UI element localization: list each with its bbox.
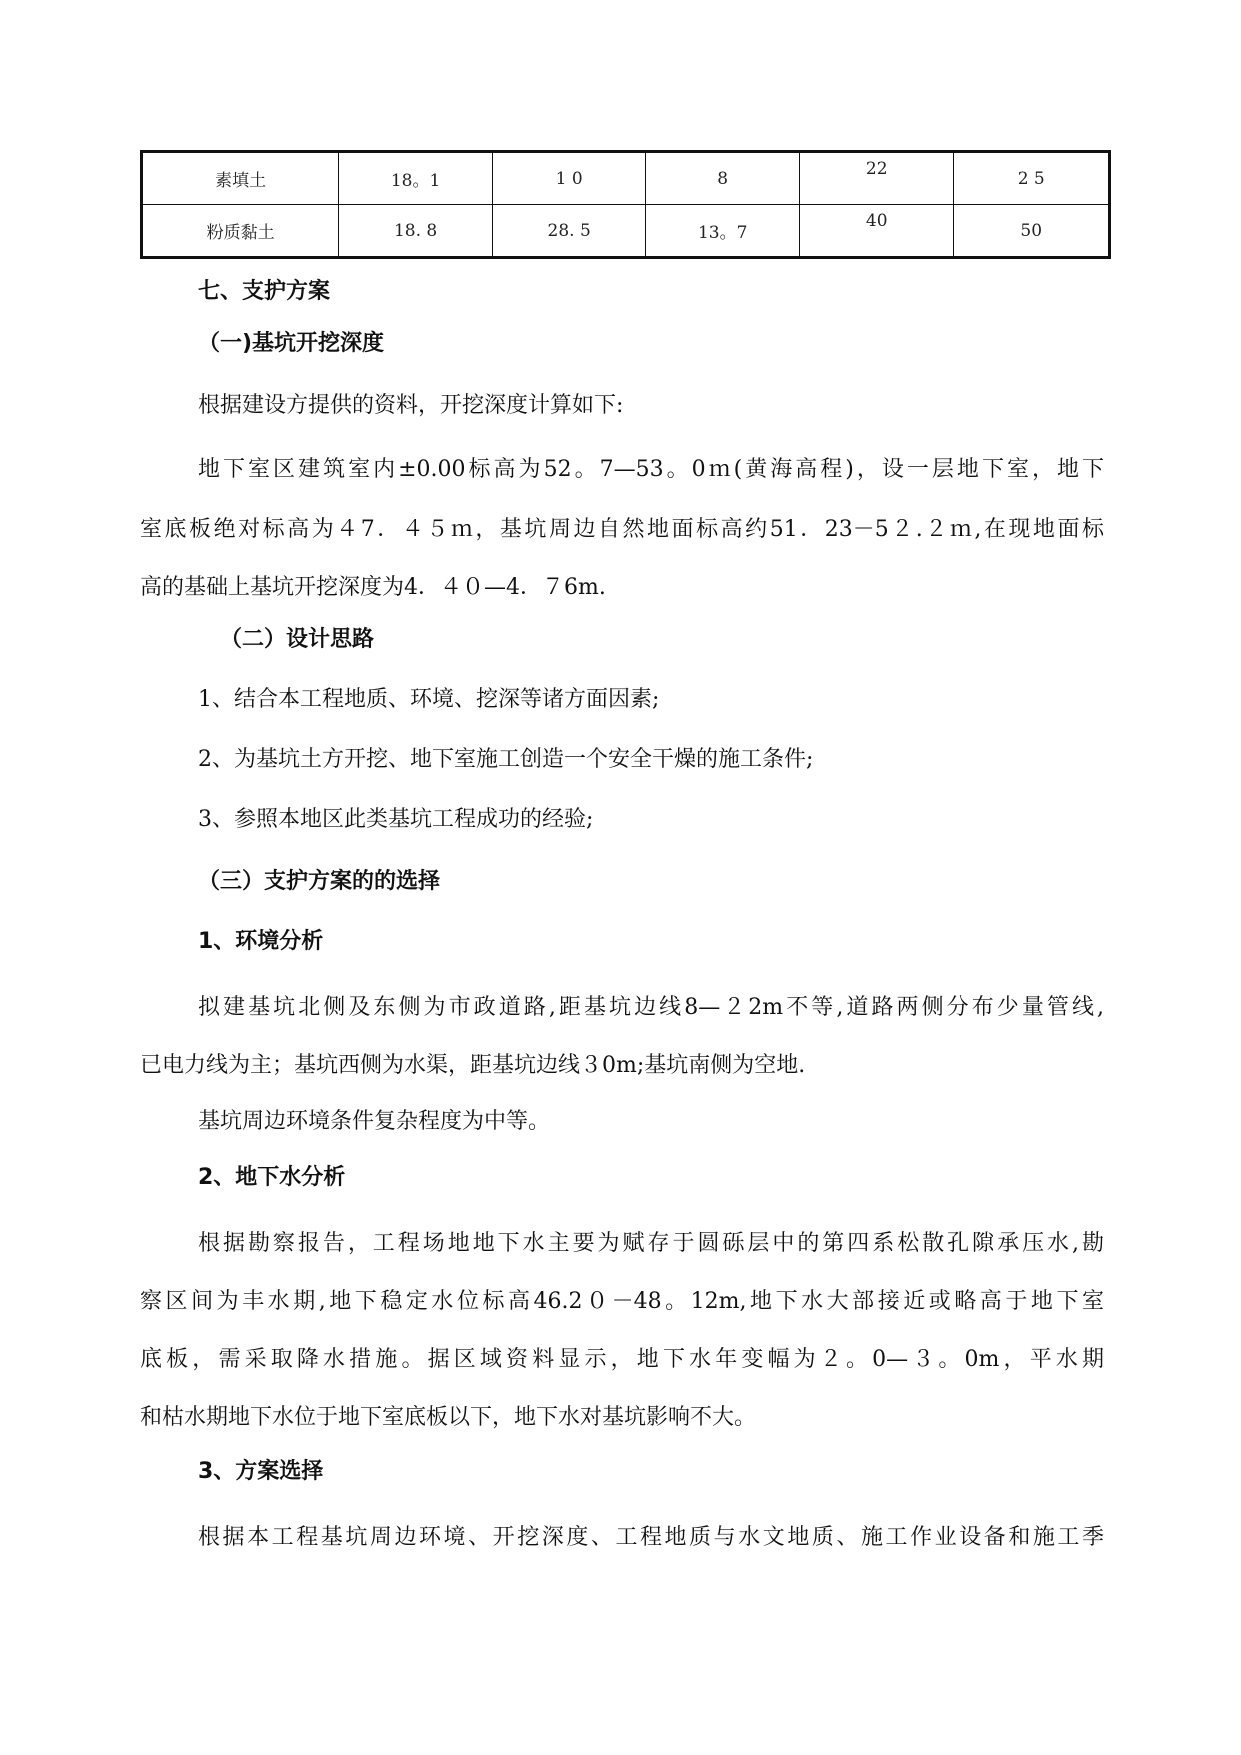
- table-cell: 28. 5: [492, 205, 646, 258]
- table-cell: 40: [799, 205, 954, 258]
- paragraph: 根据建设方提供的资料，开挖深度计算如下:: [198, 393, 624, 418]
- paragraph-line: 根据勘察报告，工程场地地下水主要为赋存于圆砾层中的第四系松散孔隙承压水,勘: [198, 1231, 1104, 1256]
- paragraph-line: 地下室区建筑室内±0.00标高为52。7—53。0ｍ(黄海高程)，设一层地下室，地下: [198, 457, 1104, 482]
- list-item: 1、结合本工程地质、环境、挖深等诸方面因素;: [198, 687, 660, 712]
- list-item: 2、为基坑土方开挖、地下室施工创造一个安全干燥的施工条件;: [198, 747, 814, 772]
- paragraph-line: 根据本工程基坑周边环境、开挖深度、工程地质与水文地质、施工作业设备和施工季: [198, 1525, 1104, 1550]
- paragraph-line: 和枯水期地下水位于地下室底板以下，地下水对基坑影响不大。: [140, 1405, 757, 1430]
- table-cell: 2 5: [954, 152, 1110, 205]
- paragraph-line: 底板，需采取降水措施。据区域资料显示，地下水年变幅为２。0—３。0m，平水期: [140, 1347, 1104, 1372]
- soil-parameters-table: [140, 150, 1111, 259]
- subsection-heading: （三）支护方案的的选择: [198, 869, 441, 894]
- subsection-heading: （一)基坑开挖深度: [198, 331, 385, 356]
- subsection-heading: （二）设计思路: [220, 627, 375, 652]
- subsection-heading: 2、地下水分析: [198, 1165, 346, 1190]
- list-item: 3、参照本地区此类基坑工程成功的经验;: [198, 807, 594, 832]
- paragraph-line: 高的基础上基坑开挖深度为4．４０—4．７6m.: [140, 575, 606, 600]
- table-cell: 50: [954, 205, 1110, 258]
- paragraph-line: 察区间为丰水期,地下稳定水位标高46.2０－48。12m,地下水大部接近或略高于地下室: [140, 1289, 1104, 1314]
- table-cell: 粉质黏土: [142, 205, 339, 258]
- paragraph-line: 拟建基坑北侧及东侧为市政道路,距基坑边线8—２2m不等,道路两侧分布少量管线,: [198, 995, 1104, 1020]
- table-cell: 13。7: [646, 205, 800, 258]
- table-cell: 18. 8: [339, 205, 493, 258]
- subsection-heading: 1、环境分析: [198, 929, 324, 954]
- table-row: [142, 152, 1110, 205]
- section-heading: 七、支护方案: [198, 279, 331, 304]
- paragraph-line: 已电力线为主；基坑西侧为水渠，距基坑边线３0m;基坑南侧为空地.: [140, 1053, 806, 1078]
- table-cell: 1 0: [492, 152, 646, 205]
- paragraph-line: 室底板绝对标高为４7．４５ｍ，基坑周边自然地面标高约51．23－5２.２ｍ,在现地面标: [140, 517, 1104, 542]
- table-cell: 18。1: [339, 152, 493, 205]
- table-cell: 素填土: [142, 152, 339, 205]
- subsection-heading: 3、方案选择: [198, 1459, 324, 1484]
- table-cell: 22: [799, 152, 954, 205]
- table-row: [142, 205, 1110, 258]
- table-cell: 8: [646, 152, 800, 205]
- paragraph: 基坑周边环境条件复杂程度为中等。: [198, 1109, 551, 1134]
